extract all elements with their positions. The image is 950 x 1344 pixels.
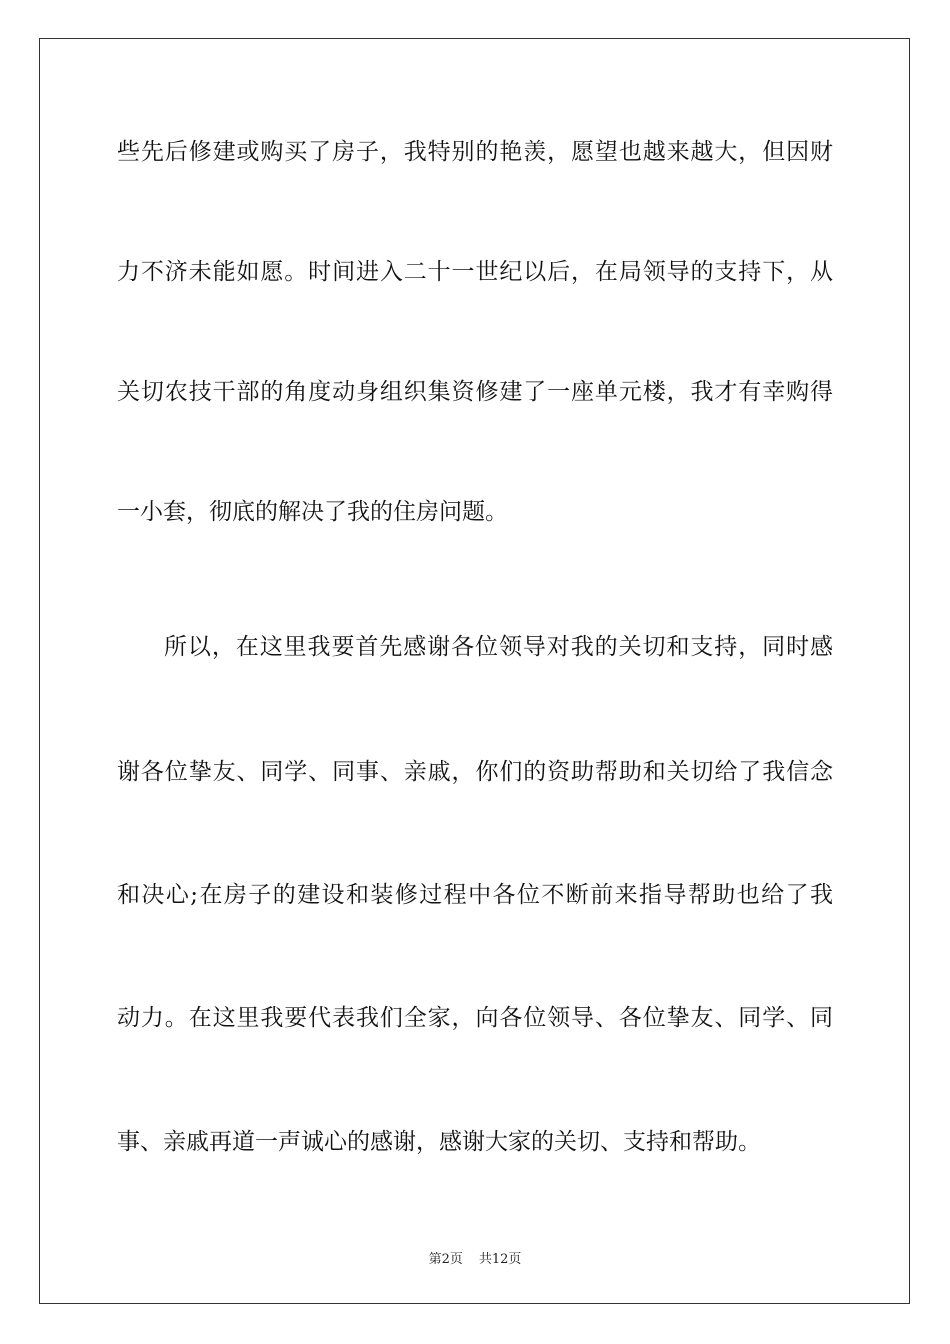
text-line-9: 事、亲戚再道一声诚心的感谢，感谢大家的关切、支持和帮助。	[117, 1129, 761, 1155]
text-line-7: 和决心;在房子的建设和装修过程中各位不断前来指导帮助也给了我	[117, 882, 833, 908]
page-number: 第2页	[428, 1252, 463, 1267]
text-line-3: 关切农技干部的角度动身组织集资修建了一座单元楼，我才有幸购得	[117, 379, 833, 405]
text-line-6: 谢各位挚友、同学、同事、亲戚，你们的资助帮助和关切给了我信念	[117, 759, 833, 785]
total-pages: 共12页	[478, 1252, 522, 1267]
text-line-8: 动力。在这里我要代表我们全家，向各位领导、各位挚友、同学、同	[117, 1005, 833, 1031]
text-line-5: 所以，在这里我要首先感谢各位领导对我的关切和支持，同时感	[164, 634, 833, 660]
text-line-1: 些先后修建或购买了房子，我特别的艳羡，愿望也越来越大，但因财	[117, 139, 833, 165]
page-border	[39, 38, 910, 1304]
text-line-4: 一小套，彻底的解决了我的住房问题。	[117, 499, 508, 525]
text-line-2: 力不济未能如愿。时间进入二十一世纪以后，在局领导的支持下，从	[117, 259, 833, 285]
page-footer	[0, 1248, 950, 1267]
